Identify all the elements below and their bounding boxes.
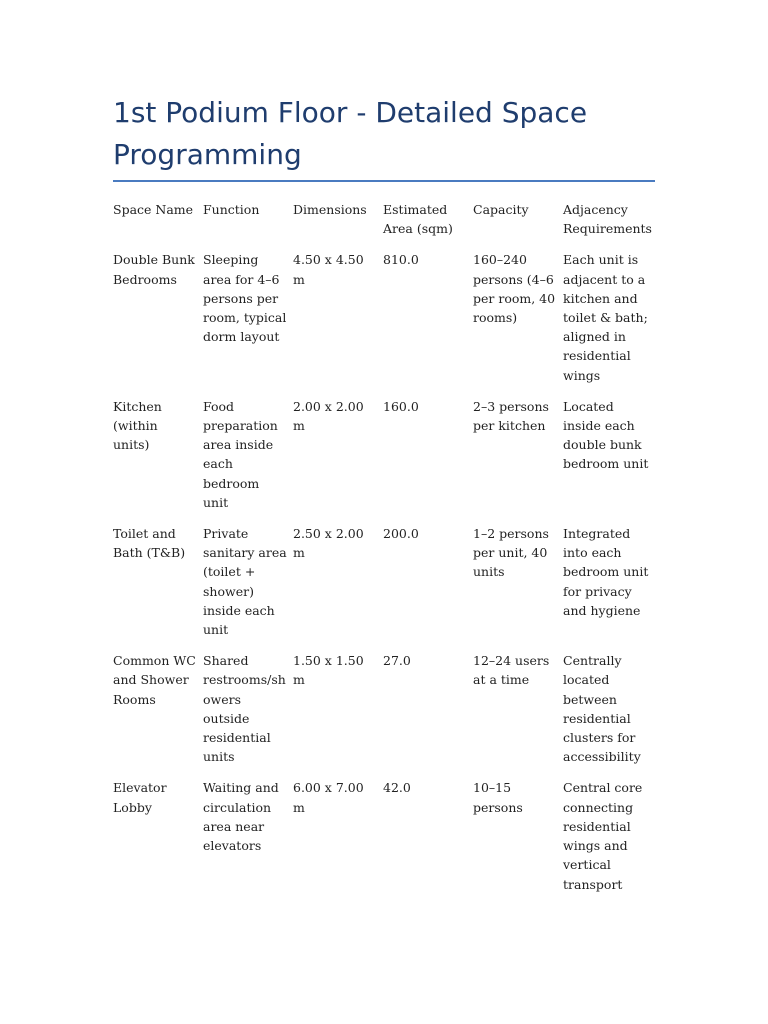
title-underline [113,180,655,182]
cell-adjacency: Located inside each double bunk bedroom unit [563,398,649,472]
cell-dimensions: 1.50 x 1.50 m [293,653,364,688]
cell-capacity: 160–240 persons (4–6 per room, 40 rooms) [473,252,556,326]
header-adjacency: Adjacency Requirements [563,202,652,237]
cell-space-name: Kitchen (within units) [113,398,162,453]
table-row [113,524,658,651]
table-row [113,250,658,396]
cell-function: Private sanitary area (toilet + shower) inside each unit [203,526,287,638]
table-row [113,397,658,524]
cell-space-name: Common WC and Shower Rooms [113,653,196,707]
cell-dimensions: 6.00 x 7.00 m [293,780,364,815]
cell-space-name: Double Bunk Bedrooms [113,252,195,287]
header-estimated-area: Estimated Area (sqm) [383,202,453,237]
header-capacity: Capacity [473,202,529,217]
page-title: 1st Podium Floor - Detailed Space Programming [113,96,588,171]
cell-dimensions: 4.50 x 4.50 m [293,252,364,287]
cell-capacity: 10–15 persons [473,780,523,815]
header-dimensions: Dimensions [293,202,367,217]
cell-capacity: 1–2 persons per unit, 40 units [473,526,549,580]
cell-adjacency: Central core connecting residential wings and vertical transport [563,780,643,892]
cell-adjacency: Centrally located between residential clusters for accessibility [563,653,641,765]
cell-function: Food preparation area inside each bedroom unit [203,398,278,510]
table-row [113,651,658,778]
cell-area: 810.0 [383,252,419,268]
cell-capacity: 12–24 users at a time [473,653,550,688]
cell-capacity: 2–3 persons per kitchen [473,398,549,434]
table-header-row [113,200,658,250]
cell-area: 200.0 [383,526,419,542]
cell-function: Sleeping area for 4–6 persons per room, typical dorm layout [203,252,287,345]
cell-function: Shared restrooms/showers outside residential units [203,653,286,765]
cell-space-name: Toilet and Bath (T&B) [113,526,186,561]
header-function: Function [203,202,260,217]
cell-dimensions: 2.00 x 2.00 m [293,398,364,434]
header-space-name: Space Name [113,202,194,217]
cell-adjacency: Each unit is adjacent to a kitchen and toilet & bath; aligned in residential wings [563,252,648,383]
cell-area: 160.0 [383,398,419,414]
cell-space-name: Elevator Lobby [113,780,167,815]
table-row [113,778,658,905]
cell-adjacency: Integrated into each bedroom unit for privacy and hygiene [563,526,649,618]
cell-dimensions: 2.50 x 2.00 m [293,526,364,561]
cell-area: 27.0 [383,653,411,669]
space-programming-table [113,200,658,906]
cell-function: Waiting and circulation area near elevators [203,780,279,854]
cell-area: 42.0 [383,780,411,796]
